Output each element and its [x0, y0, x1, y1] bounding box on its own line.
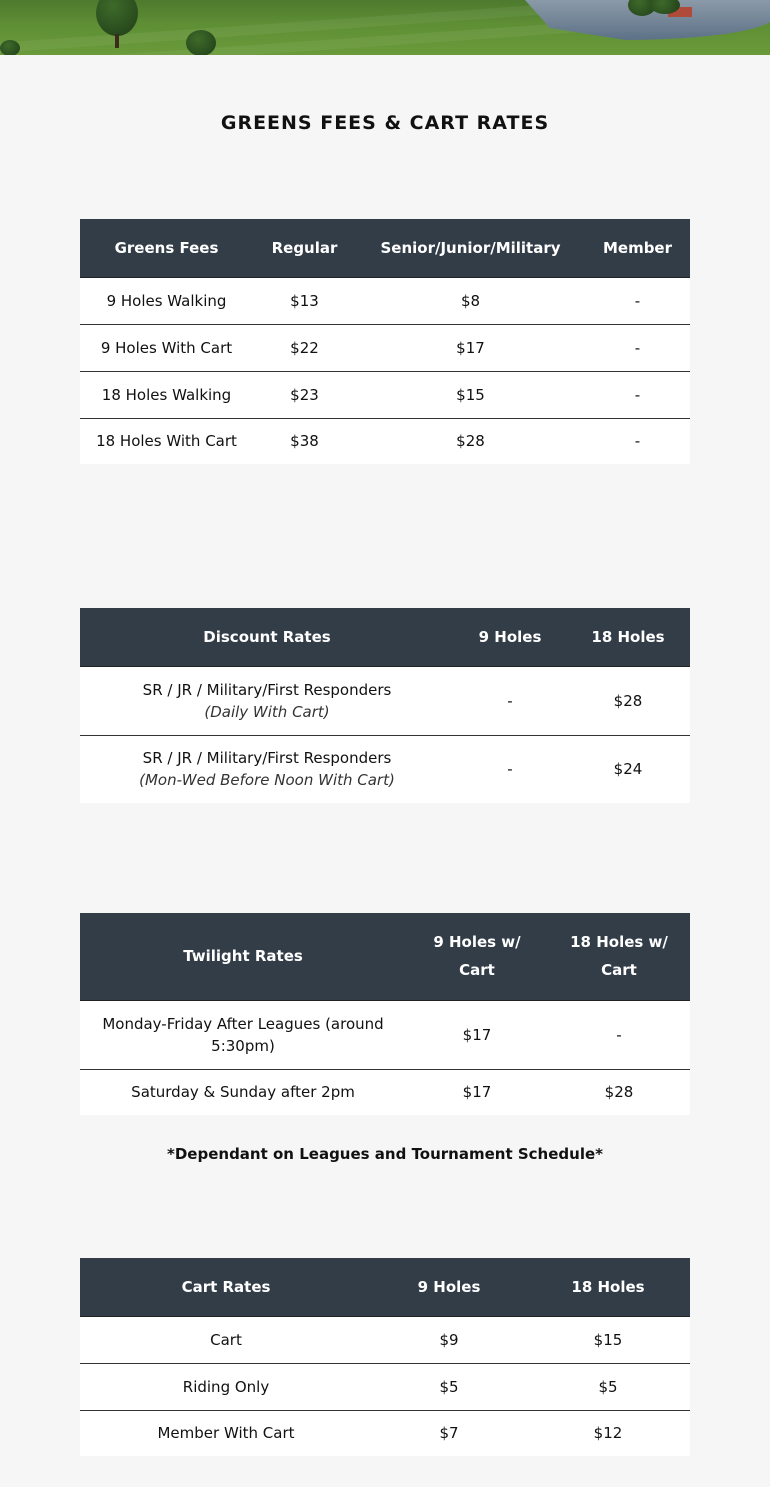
cart-rates-table — [80, 1258, 690, 1456]
twilight-rates-table — [80, 913, 690, 1115]
row-label: Saturday & Sunday after 2pm — [80, 1069, 406, 1115]
row-label: 9 Holes With Cart — [80, 324, 253, 371]
price-cell: $28 — [356, 418, 585, 464]
schedule-note: *Dependant on Leagues and Tournament Schedule* — [167, 1145, 603, 1163]
col-header-18-holes: 18 Holes — [566, 608, 690, 666]
row-label-main: SR / JR / Military/First Responders — [142, 680, 392, 699]
price-cell: - — [548, 1000, 690, 1069]
price-cell: $15 — [356, 371, 585, 418]
table-row — [80, 1000, 690, 1069]
col-header-regular: Regular — [253, 219, 356, 277]
price-cell: $17 — [406, 1000, 548, 1069]
greens-fees-table — [80, 219, 690, 464]
table-row — [80, 371, 690, 418]
price-cell: - — [585, 371, 690, 418]
row-label — [80, 735, 454, 803]
price-cell: $7 — [372, 1410, 526, 1456]
table-row — [80, 324, 690, 371]
price-cell: $28 — [548, 1069, 690, 1115]
price-cell: $15 — [526, 1316, 690, 1363]
discount-rates-table — [80, 608, 690, 803]
row-label: Riding Only — [80, 1363, 372, 1410]
page-title: GREENS FEES & CART RATES — [220, 112, 550, 134]
col-header-senior-junior-military: Senior/Junior/Military — [356, 219, 585, 277]
price-cell: $5 — [526, 1363, 690, 1410]
row-label — [80, 666, 454, 735]
col-header-discount-rates: Discount Rates — [80, 608, 454, 666]
row-label: Member With Cart — [80, 1410, 372, 1456]
hero-banner-image — [0, 0, 770, 55]
price-cell: - — [585, 418, 690, 464]
col-header-9-holes: 9 Holes — [454, 608, 566, 666]
row-label-main: SR / JR / Military/First Responders — [142, 749, 392, 768]
price-cell: - — [585, 277, 690, 324]
price-cell: $17 — [406, 1069, 548, 1115]
col-header-18-holes: 18 Holes — [526, 1258, 690, 1316]
price-cell: $17 — [356, 324, 585, 371]
row-label: 9 Holes Walking — [80, 277, 253, 324]
col-header-member: Member — [585, 219, 690, 277]
table-row — [80, 277, 690, 324]
price-cell: $9 — [372, 1316, 526, 1363]
col-header-greens-fees: Greens Fees — [80, 219, 253, 277]
price-cell: $24 — [566, 735, 690, 803]
price-cell: $38 — [253, 418, 356, 464]
row-label-sub: (Mon-Wed Before Noon With Cart) — [139, 771, 395, 790]
row-label: 18 Holes With Cart — [80, 418, 253, 464]
row-label: Cart — [80, 1316, 372, 1363]
row-label: Monday-Friday After Leagues (around 5:30pm) — [80, 1000, 406, 1069]
price-cell: $28 — [566, 666, 690, 735]
price-cell: - — [585, 324, 690, 371]
col-header-9-holes: 9 Holes — [372, 1258, 526, 1316]
col-header-cart-rates: Cart Rates — [80, 1258, 372, 1316]
price-cell: - — [454, 735, 566, 803]
price-cell: $22 — [253, 324, 356, 371]
table-row — [80, 1069, 690, 1115]
price-cell: $8 — [356, 277, 585, 324]
price-cell: $23 — [253, 371, 356, 418]
table-row — [80, 418, 690, 464]
col-header-18-holes-cart: 18 Holes w/ Cart — [548, 913, 690, 1000]
col-header-twilight-rates: Twilight Rates — [80, 913, 406, 1000]
table-row — [80, 1316, 690, 1363]
price-cell: - — [454, 666, 566, 735]
table-row — [80, 666, 690, 735]
price-cell: $12 — [526, 1410, 690, 1456]
row-label: 18 Holes Walking — [80, 371, 253, 418]
table-row — [80, 1410, 690, 1456]
price-cell: $5 — [372, 1363, 526, 1410]
table-row — [80, 1363, 690, 1410]
col-header-9-holes-cart: 9 Holes w/ Cart — [406, 913, 548, 1000]
table-row — [80, 735, 690, 803]
row-label-sub: (Daily With Cart) — [204, 702, 330, 721]
price-cell: $13 — [253, 277, 356, 324]
